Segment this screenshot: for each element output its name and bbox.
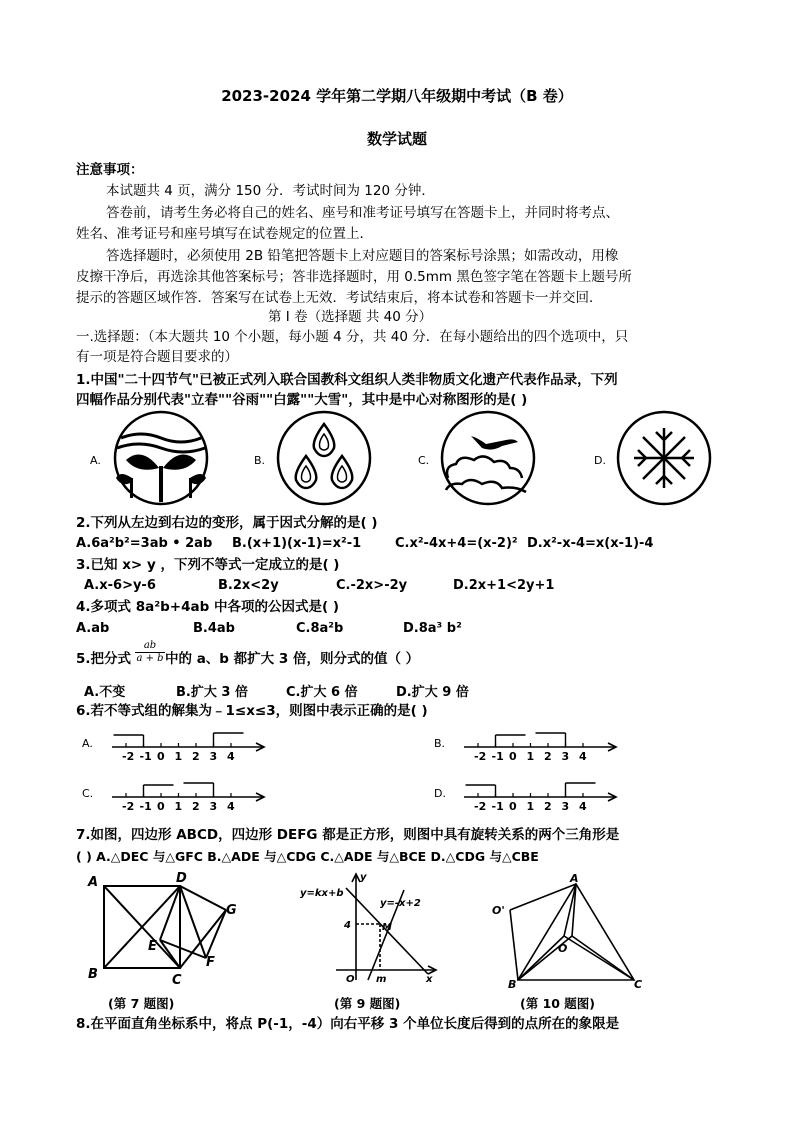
q6-tick-label: 0 xyxy=(157,800,165,813)
q1-label-a: A. xyxy=(90,454,101,467)
fig7-label-e: E xyxy=(148,939,157,954)
q5-stem-pre: 5.把分式 xyxy=(76,651,132,667)
q6-tick-label: -2 xyxy=(474,800,487,813)
q6-tick-label: -1 xyxy=(139,800,152,813)
section-title-b: 有一项是符合题目要求的） xyxy=(76,349,238,365)
q6-tick-label: 0 xyxy=(509,750,517,763)
option-c-clouds-bird-image xyxy=(418,412,534,504)
option-b-raindrops-image xyxy=(254,412,370,504)
q6-tick-label: -2 xyxy=(122,800,135,813)
q3-option-a: A.x-6>y-6 xyxy=(84,578,156,593)
fig10-label-c: C xyxy=(634,978,643,991)
fig7-label-c: C xyxy=(172,973,182,988)
q5-option-a: A.不变 xyxy=(84,685,126,700)
q6-tick-label: 2 xyxy=(192,750,200,763)
notes-p2b: 姓名、准考证号和座号填写在试卷规定的位置上． xyxy=(76,226,373,242)
q6-label-c: C. xyxy=(82,787,94,800)
q4-option-a: A.ab xyxy=(76,621,110,636)
q2-option-b: B.(x+1)(x-1)=x²-1 xyxy=(232,536,362,551)
q4-option-d: D.8a³ b² xyxy=(403,621,462,636)
fig7-label-g: G xyxy=(226,903,237,918)
q6-tick-label: 1 xyxy=(526,800,535,813)
q6-tick-label: 4 xyxy=(579,750,587,763)
q1-label-b: B. xyxy=(254,454,266,467)
fig9-label-m: m xyxy=(376,974,387,985)
option-a-leaves-image xyxy=(90,412,207,504)
q4-option-b: B.4ab xyxy=(193,621,235,636)
figure-7 xyxy=(84,870,254,992)
q6-stem: 6.若不等式组的解集为﹣1≤x≤3，则图中表示正确的是( ) xyxy=(76,703,428,719)
q6-tick-label: 4 xyxy=(227,800,235,813)
q6-tick-label: 2 xyxy=(192,800,200,813)
fig9-label-line2: y=-x+2 xyxy=(380,898,421,909)
q6-tick-label: -1 xyxy=(139,750,152,763)
fig10-label-b: B xyxy=(508,978,517,991)
notes-p3a: 答选择题时，必须使用 2B 铅笔把答题卡上对应题目的答案标号涂黑；如需改动，用橡 xyxy=(106,248,619,264)
fig7-label-b: B xyxy=(88,967,98,982)
volume-heading: 第 I 卷（选择题 共 40 分） xyxy=(268,309,433,325)
notes-p3c: 提示的答题区域作答．答案写在试卷上无效．考试结束后，将本试卷和答题卡一并交回． xyxy=(76,290,603,306)
fig9-label-origin: O xyxy=(346,974,355,985)
subject-title: 数学试题 xyxy=(366,130,427,148)
q6-tick-label: 0 xyxy=(509,800,517,813)
fig7-label-a: A xyxy=(88,875,99,890)
q4-stem: 4.多项式 8a²b+4ab 中各项的公因式是( ) xyxy=(76,599,340,615)
q6-tick-label: -1 xyxy=(491,750,504,763)
q3-stem: 3.已知 x> y ，下列不等式一定成立的是( ) xyxy=(76,557,340,573)
fig10-label-o-prime: O' xyxy=(492,904,505,917)
fig9-label-4: 4 xyxy=(344,920,351,931)
figure-7-caption: (第 7 题图) xyxy=(108,996,175,1011)
q5-fraction-numerator: ab xyxy=(135,640,165,653)
figure-10 xyxy=(484,870,654,992)
q6-tick-label: 0 xyxy=(157,750,165,763)
q5-fraction-denominator: a + b xyxy=(136,653,164,664)
q3-option-c: C.-2x>-2y xyxy=(336,578,408,593)
q6-tick-label: 3 xyxy=(209,750,218,763)
q6-option-b-number-line xyxy=(434,733,616,763)
q7-stem-a: 7.如图，四边形 ABCD，四边形 DEFG 都是正方形，则图中具有旋转关系的两个三角形是 xyxy=(76,827,620,843)
exam-title: 2023-2024 学年第二学期八年级期中考试（B 卷） xyxy=(221,87,573,105)
notes-p3b: 皮擦干净后，再选涂其他答案标号；答非选择题时，用 0.5mm 黑色签字笔在答题卡上题号所 xyxy=(76,269,632,285)
fig10-label-a: A xyxy=(570,872,579,885)
q6-tick-label: 2 xyxy=(544,750,552,763)
option-d-snowflake-image xyxy=(594,412,710,504)
fig9-label-x: x xyxy=(426,974,433,985)
notes-heading: 注意事项： xyxy=(76,162,144,178)
q2-option-d: D.x²-x-4=x(x-1)-4 xyxy=(527,536,654,551)
q6-number-lines xyxy=(80,722,720,814)
q5-option-c: C.扩大 6 倍 xyxy=(286,685,358,700)
figure-9 xyxy=(296,870,446,992)
q6-tick-label: 1 xyxy=(174,800,183,813)
q1-label-c: C. xyxy=(418,454,430,467)
fig9-label-line1: y=kx+b xyxy=(300,888,344,899)
q1-label-d: D. xyxy=(594,454,606,467)
q6-tick-label: 3 xyxy=(561,800,570,813)
q4-option-c: C.8a²b xyxy=(296,621,344,636)
q6-label-d: D. xyxy=(434,787,446,800)
q2-option-c: C.x²-4x+4=(x-2)² xyxy=(395,536,518,551)
q6-tick-label: 4 xyxy=(579,800,587,813)
q6-tick-label: -2 xyxy=(474,750,487,763)
q3-option-b: B.2x<2y xyxy=(218,578,279,593)
q6-label-a: A. xyxy=(82,737,93,750)
q6-tick-label: 3 xyxy=(209,800,218,813)
fig9-label-m-point: M xyxy=(382,922,392,933)
q1-stem-b: 四幅作品分别代表"立春""谷雨""白露""大雪"，其中是中心对称图形的是( ) xyxy=(76,392,528,408)
q6-tick-label: 1 xyxy=(174,750,183,763)
q5-stem-post: 中的 a、b 都扩大 3 倍，则分式的值（ ） xyxy=(165,651,420,667)
q6-tick-label: -1 xyxy=(491,800,504,813)
q8-stem: 8.在平面直角坐标系中，将点 P(-1，-4）向右平移 3 个单位长度后得到的点所在的象限是 xyxy=(76,1016,620,1032)
q5-option-d: D.扩大 9 倍 xyxy=(396,685,469,700)
q6-option-c-number-line xyxy=(82,783,264,813)
notes-p2a: 答卷前，请考生务必将自己的姓名、座号和准考证号填写在答题卡上，并同时将考点、 xyxy=(106,205,619,221)
q1-figures xyxy=(86,408,726,508)
fig7-label-f: F xyxy=(206,955,215,970)
q2-option-a: A.6a²b²=3ab • 2ab xyxy=(76,536,213,551)
q6-option-d-number-line xyxy=(434,783,616,813)
q6-option-a-number-line xyxy=(82,733,264,763)
notes-p1: 本试题共 4 页，满分 150 分．考试时间为 120 分钟． xyxy=(106,183,435,199)
q1-stem-a: 1.中国"二十四节气"已被正式列入联合国教科文组织人类非物质文化遗产代表作品录，下列 xyxy=(76,372,618,388)
figure-9-caption: (第 9 题图) xyxy=(334,996,401,1011)
q7-stem-b: ( ) A.△DEC 与△GFC B.△ADE 与△CDG C.△ADE 与△BCE D.△CDG 与△CBE xyxy=(76,849,539,864)
q6-tick-label: 1 xyxy=(526,750,535,763)
q6-tick-label: 2 xyxy=(544,800,552,813)
q2-stem: 2.下列从左边到右边的变形，属于因式分解的是( ) xyxy=(76,515,378,531)
figure-10-caption: (第 10 题图) xyxy=(520,996,596,1011)
fig7-label-d: D xyxy=(176,871,187,886)
q3-option-d: D.2x+1<2y+1 xyxy=(453,578,555,593)
q5-option-b: B.扩大 3 倍 xyxy=(176,685,248,700)
fig9-label-y: y xyxy=(360,872,367,883)
fig10-label-o: O xyxy=(558,942,568,955)
q6-tick-label: 4 xyxy=(227,750,235,763)
q5-fraction xyxy=(135,640,165,665)
q6-tick-label: -2 xyxy=(122,750,135,763)
q6-label-b: B. xyxy=(434,737,446,750)
section-title-a: 一.选择题：（本大题共 10 个小题，每小题 4 分，共 40 分．在每小题给出的四个选项中，只 xyxy=(76,329,629,345)
q6-tick-label: 3 xyxy=(561,750,570,763)
